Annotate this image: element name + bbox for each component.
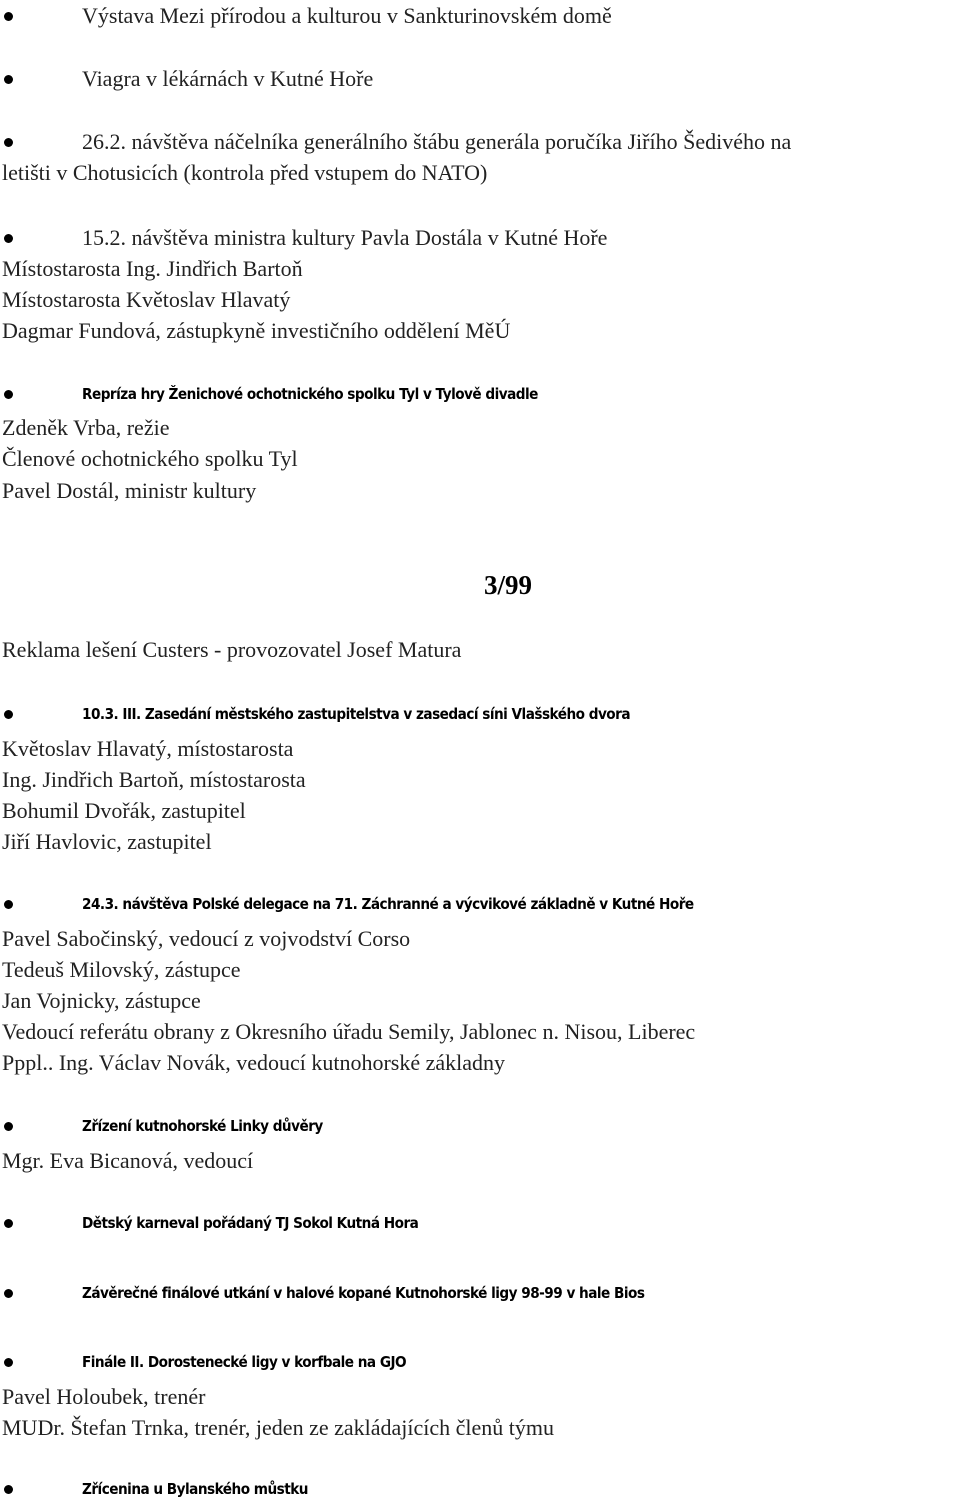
text-line: Místostarosta Květoslav Hlavatý [2,287,291,312]
text-line: Jiří Havlovic, zastupitel [2,829,212,854]
text-line: Členové ochotnického spolku Tyl [2,446,298,471]
bullet-dot [4,710,13,719]
item-text: 15.2. návštěva ministra kultury Pavla Dostála v Kutné Hoře [82,225,608,250]
bullet-dot [4,1485,13,1494]
text-line: MUDr. Štefan Trnka, trenér, jeden ze zakládajících členů týmu [2,1415,554,1440]
text-line: Zdeněk Vrba, režie [2,415,170,440]
page-number: 3/99 [484,570,533,600]
text-line: Ing. Jindřich Bartoň, místostarosta [2,767,306,792]
text-line: Pppl.. Ing. Václav Novák, vedoucí kutnohorské základny [2,1050,506,1075]
text-line: Pavel Holoubek, trenér [2,1384,206,1409]
text-line: Dagmar Fundová, zástupkyně investičního oddělení MěÚ [2,318,511,343]
bullet-dot [4,234,13,243]
item-heading: Závěrečné finálové utkání v halové kopané Kutnohorské ligy 98-99 v hale Bios [82,1284,645,1302]
bullet-dot [4,1289,13,1298]
item-heading: 24.3. návštěva Polské delegace na 71. Záchranné a výcvikové základně v Kutné Hoře [82,895,694,913]
text-line: Jan Vojnicky, zástupce [2,988,201,1013]
bullet-dot [4,12,13,21]
text-line: Místostarosta Ing. Jindřich Bartoň [2,256,303,281]
text-line: Pavel Dostál, ministr kultury [2,478,257,503]
item-heading: Finále II. Dorostenecké ligy v korfbale na GJO [82,1353,407,1371]
text-line: letišti v Chotusicích (kontrola před vstupem do NATO) [2,160,488,185]
bullet-dot [4,900,13,909]
text-line: Mgr. Eva Bicanová, vedoucí [2,1148,254,1173]
item-heading: Dětský karneval pořádaný TJ Sokol Kutná Hora [82,1214,419,1232]
item-text: 26.2. návštěva náčelníka generálního štábu generála poručíka Jiřího Šedivého na [82,129,792,154]
text-line: Bohumil Dvořák, zastupitel [2,798,246,823]
item-heading: Zřícenina u Bylanského můstku [82,1480,308,1498]
item-heading: Zřízení kutnohorské Linky důvěry [82,1117,323,1135]
bullet-dot [4,1358,13,1367]
bullet-dot [4,390,13,399]
item-text: Viagra v lékárnách v Kutné Hoře [82,66,374,91]
bullet-dot [4,138,13,147]
text-line: Pavel Sabočinský, vedoucí z vojvodství Corso [2,926,411,951]
item-heading: Repríza hry Ženichové ochotnického spolku Tyl v Tylově divadle [82,385,538,403]
text-line: Tedeuš Milovský, zástupce [2,957,241,982]
text-line: Reklama lešení Custers - provozovatel Josef Matura [2,637,462,662]
text-line: Květoslav Hlavatý, místostarosta [2,736,294,761]
bullet-dot [4,1122,13,1131]
item-heading: 10.3. III. Zasedání městského zastupitelstva v zasedací síni Vlašského dvora [82,705,631,723]
text-line: Vedoucí referátu obrany z Okresního úřadu Semily, Jablonec n. Nisou, Liberec [2,1019,696,1044]
item-text: Výstava Mezi přírodou a kulturou v Sankturinovském domě [82,3,612,28]
bullet-dot [4,1219,13,1228]
bullet-dot [4,75,13,84]
